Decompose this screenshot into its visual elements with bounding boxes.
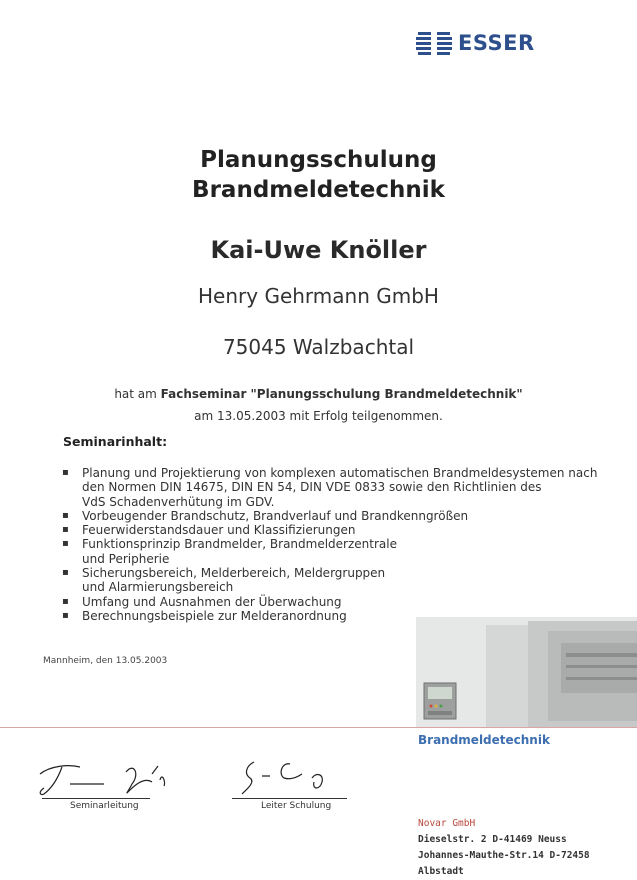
statement-line-2: am 13.05.2003 mit Erfolg teilgenommen. — [194, 409, 443, 423]
signature-line-right — [232, 798, 347, 799]
signature-leiter-schulung — [232, 752, 352, 802]
seminar-item-line: Feuerwiderstandsdauer und Klassifizierungen — [82, 523, 356, 538]
bullet-icon: ▪ — [62, 524, 69, 536]
divider-rule — [0, 727, 637, 728]
seminar-item — [62, 523, 632, 537]
participant-name: Kai-Uwe Knöller — [210, 236, 427, 264]
participant-company: Henry Gehrmann GmbH — [198, 284, 439, 308]
fire-panel-image — [416, 617, 637, 727]
seminar-item — [62, 595, 632, 609]
seminar-item-line: VdS Schadenverhütung im GDV. — [82, 494, 275, 509]
seminar-item — [62, 466, 632, 509]
seminar-item-line: Umfang und Ausnahmen der Überwachung — [82, 594, 342, 609]
logo-text: ESSER — [458, 31, 535, 55]
seminar-item — [62, 509, 632, 523]
seminar-item-line: Funktionsprinzip Brandmelder, Brandmelderzentrale — [82, 537, 397, 552]
seminar-item — [62, 566, 632, 595]
signature-line-left — [42, 798, 150, 799]
seminar-item-line: den Normen DIN 14675, DIN EN 54, DIN VDE 0833 sowie den Richtlinien des — [82, 480, 542, 495]
brand-label: Brandmeldetechnik — [418, 733, 550, 747]
bullet-icon: ▪ — [62, 567, 69, 579]
signature-seminarleitung — [34, 752, 174, 802]
bullet-icon: ▪ — [62, 595, 69, 607]
seminar-item — [62, 537, 632, 566]
address-line-1: Dieselstr. 2 D-41469 Neuss — [418, 834, 567, 845]
address-block — [418, 816, 637, 880]
seminar-item-line: Planung und Projektierung von komplexen automatischen Brandmeldesystemen nach — [82, 466, 598, 480]
address-company: Novar GmbH — [418, 818, 476, 829]
bullet-icon: ▪ — [62, 509, 69, 521]
signature-label-right: Leiter Schulung — [261, 801, 332, 811]
title-line-2: Brandmeldetechnik — [192, 177, 445, 203]
statement-line-1 — [0, 387, 637, 401]
address-line-2: Johannes-Mauthe-Str.14 D-72458 Albstadt — [418, 850, 590, 877]
bullet-icon: ▪ — [62, 609, 69, 621]
esser-logo — [416, 30, 535, 56]
statement-emphasis: Fachseminar "Planungsschulung Brandmeldetechnik" — [160, 387, 523, 401]
seminar-item-line: Vorbeugender Brandschutz, Brandverlauf und Brandkenngrößen — [82, 508, 469, 523]
bullet-icon: ▪ — [62, 467, 69, 478]
bullet-icon: ▪ — [62, 538, 69, 550]
seminar-item-line: Sicherungsbereich, Melderbereich, Meldergruppen — [82, 566, 386, 581]
participant-city: 75045 Walzbachtal — [222, 335, 415, 359]
seminar-item-line: und Peripherie — [82, 551, 170, 566]
seminar-item-line: Berechnungsbeispiele zur Melderanordnung — [82, 608, 347, 623]
place-date: Mannheim, den 13.05.2003 — [43, 656, 168, 666]
statement-prefix: hat am — [114, 387, 161, 401]
seminar-heading: Seminarinhalt: — [63, 434, 168, 449]
signature-label-left: Seminarleitung — [70, 801, 139, 811]
esser-logo-mark — [416, 31, 452, 55]
fire-panel-photo — [416, 617, 637, 727]
title-line-1: Planungsschulung — [200, 147, 437, 173]
seminar-item-line: und Alarmierungsbereich — [82, 580, 234, 595]
seminar-list — [62, 466, 632, 623]
